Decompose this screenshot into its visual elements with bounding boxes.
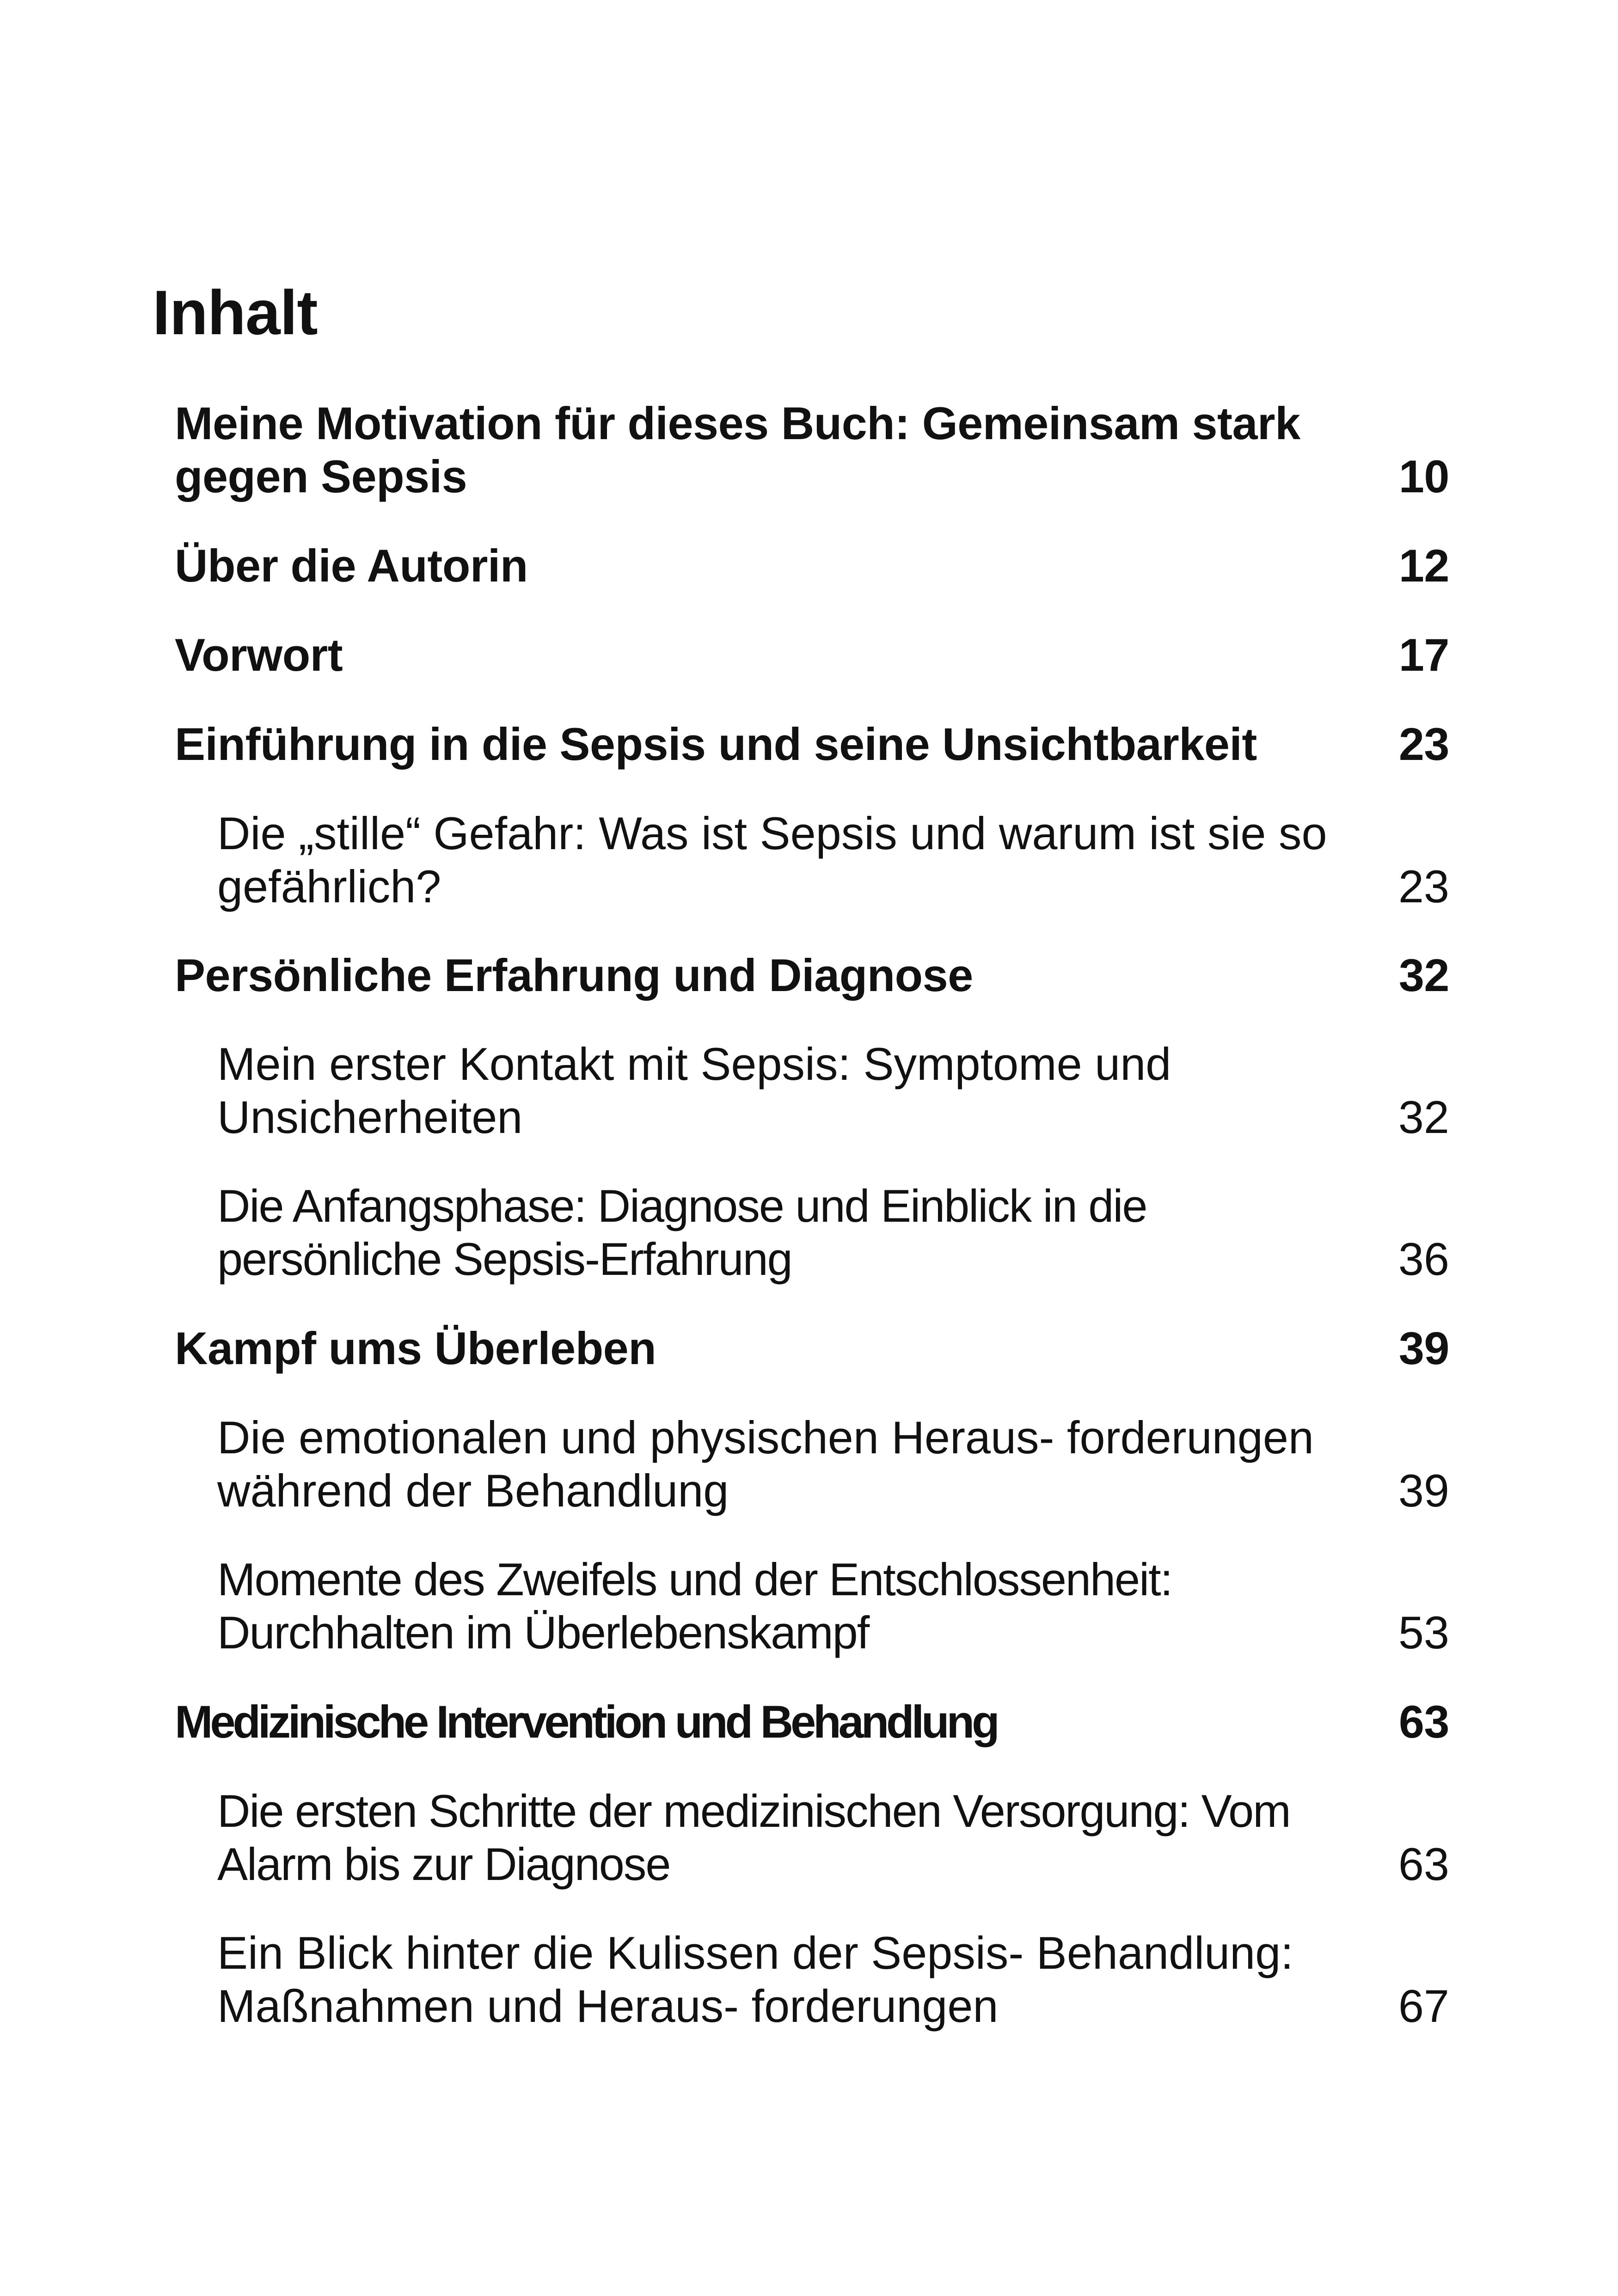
toc-section-entry[interactable] bbox=[217, 1553, 1449, 1659]
toc-entry-page: 10 bbox=[1398, 451, 1449, 502]
toc-entry-page: 23 bbox=[1398, 861, 1449, 912]
toc-section-entry[interactable] bbox=[217, 1784, 1449, 1891]
toc-entry-page: 32 bbox=[1398, 949, 1449, 1001]
toc-chapter-entry[interactable] bbox=[175, 628, 1449, 681]
toc-chapter-entry[interactable] bbox=[175, 539, 1449, 592]
toc-entry-page: 17 bbox=[1398, 629, 1449, 680]
toc-section-entry[interactable] bbox=[217, 1037, 1449, 1144]
toc-entry-title: Kampf ums Überleben bbox=[175, 1322, 656, 1374]
toc-entry-page: 39 bbox=[1398, 1465, 1449, 1516]
toc-entry-title: Vorwort bbox=[175, 629, 343, 680]
toc-entry-title: Ein Blick hinter die Kulissen der Sepsis- Behandlung: Maßnahmen und Heraus- forderungen bbox=[217, 1927, 1293, 2032]
toc-entry-page: 39 bbox=[1398, 1322, 1449, 1374]
toc-entry-title: Medizinische Intervention und Behandlung bbox=[175, 1696, 997, 1747]
toc-section-entry[interactable] bbox=[217, 1179, 1449, 1286]
toc-chapter-entry[interactable] bbox=[175, 1322, 1449, 1375]
toc-section-entry[interactable] bbox=[217, 807, 1449, 913]
toc-section-entry[interactable] bbox=[217, 1411, 1449, 1517]
toc-entry-page: 32 bbox=[1398, 1091, 1449, 1143]
toc-chapter-entry[interactable] bbox=[175, 949, 1449, 1002]
toc-heading: Inhalt bbox=[153, 277, 318, 348]
toc-entry-title: Die ersten Schritte der medizinischen Versorgung: Vom Alarm bis zur Diagnose bbox=[217, 1785, 1290, 1890]
toc-entry-title: Die Anfangsphase: Diagnose und Einblick in die persönliche Sepsis-Erfahrung bbox=[217, 1180, 1147, 1285]
toc-entry-page: 12 bbox=[1398, 540, 1449, 591]
toc-entry-page: 63 bbox=[1398, 1838, 1449, 1890]
toc-entry-title: Die emotionalen und physischen Heraus- forderungen während der Behandlung bbox=[217, 1412, 1314, 1516]
toc-entry-title: Über die Autorin bbox=[175, 540, 528, 591]
toc-entry-page: 23 bbox=[1398, 718, 1449, 770]
toc-entry-title: Einführung in die Sepsis und seine Unsichtbarkeit bbox=[175, 718, 1257, 770]
toc-chapter-entry[interactable] bbox=[175, 397, 1449, 503]
toc-entry-title: Die „stille“ Gefahr: Was ist Sepsis und warum ist sie so gefährlich? bbox=[217, 808, 1327, 912]
toc-section-entry[interactable] bbox=[217, 1926, 1449, 2033]
toc-chapter-entry[interactable] bbox=[175, 717, 1449, 771]
toc-chapter-entry[interactable] bbox=[175, 1695, 1449, 1748]
toc-entry-page: 36 bbox=[1398, 1233, 1449, 1285]
toc-entry-title: Persönliche Erfahrung und Diagnose bbox=[175, 949, 973, 1001]
toc-entry-page: 63 bbox=[1398, 1696, 1449, 1747]
toc-entry-page: 53 bbox=[1398, 1607, 1449, 1658]
toc-entry-title: Momente des Zweifels und der Entschlossenheit: Durchhalten im Überlebenskampf bbox=[217, 1554, 1172, 1658]
toc-entry-page: 67 bbox=[1398, 1980, 1449, 2032]
toc-entry-title: Meine Motivation für dieses Buch: Gemeinsam stark gegen Sepsis bbox=[175, 398, 1300, 502]
toc-entry-title: Mein erster Kontakt mit Sepsis: Symptome und Unsicherheiten bbox=[217, 1038, 1171, 1143]
